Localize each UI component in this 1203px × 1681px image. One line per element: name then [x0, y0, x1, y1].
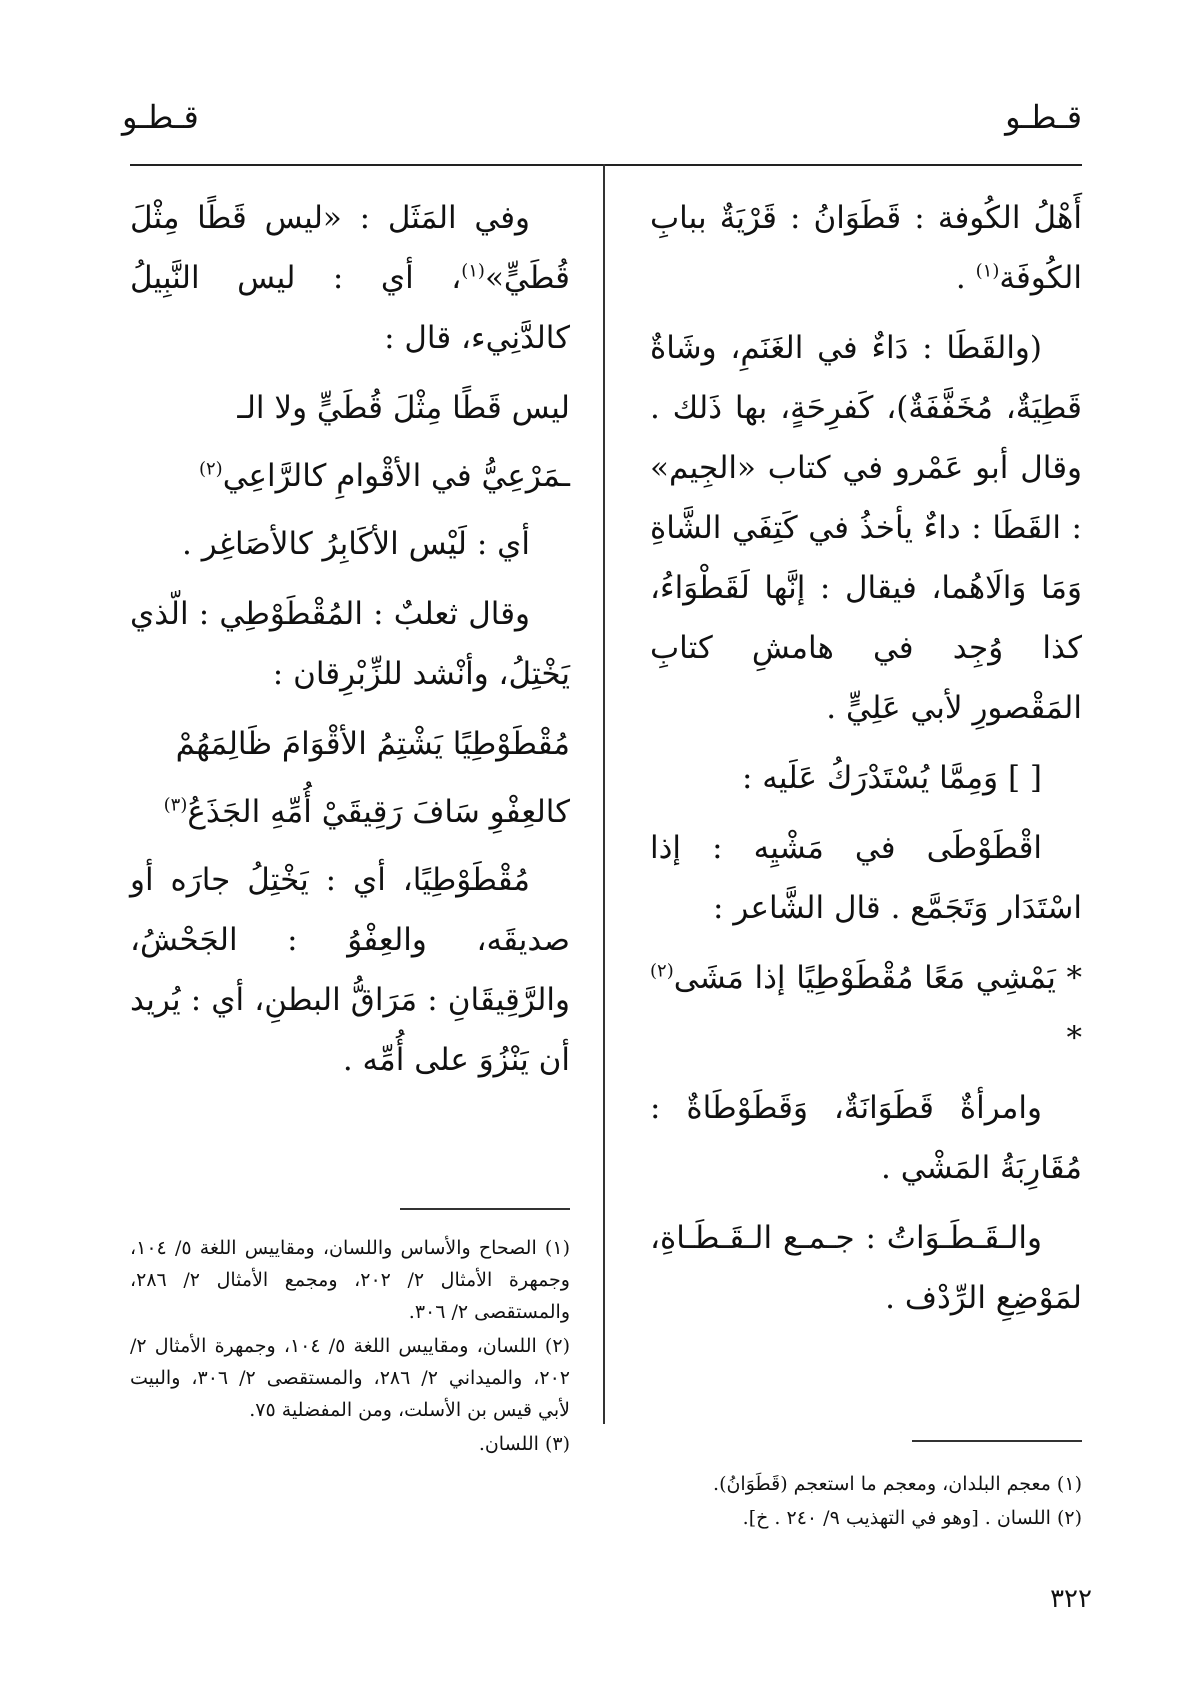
footnote-rule: [400, 1208, 570, 1210]
paragraph: والـقَـطَـوَاتُ : جـمـع الـقَـطَـاةِ، لمَوْضِعِ الرِّدْف .: [650, 1220, 1082, 1316]
footnote: (١) الصحاح والأساس واللسان، ومقاييس اللغة ٥/ ١٠٤، وجمهرة الأمثال ٢/ ٢٠٢، ومجمع الأمثال ٢/ ٢٨٦، والمستقصى ٢/ ٣٠٦.: [130, 1237, 570, 1323]
paragraph-text: .: [955, 260, 976, 296]
column-divider: [603, 164, 605, 1424]
verse-text: * يَمْشِي مَعًا مُقْطَوْطِيًا إذا مَشَى: [673, 960, 1082, 996]
footnote-ref: (٣): [163, 794, 188, 816]
paragraph: (والقَطَا : دَاءٌ في الغَنَمِ، وشَاةٌ قَطِيَةٌ، مُخَفَّفَةٌ)، كَفرِحَةٍ، بها ذَلك . وقال أبو عَمْرو في كتاب «الجِيم» : القَطَا : داءٌ يأخذُ في كَتِفَي الشَّاةِ وَمَا وَالَاهُما، فيقال : إنَّها لَقَطْوَاءُ، كذا وُجِد في هامشِ كتابِ المَقْصورِ لأبي عَلِيٍّ .: [650, 330, 1082, 726]
right-column: [650, 188, 1082, 1338]
paragraph: مُقْطَوْطِيًا، أي : يَخْتِلُ جارَه أو صديقَه، والعِفْوُ : الجَحْشُ، والرَّقِيقَانِ : مَرَاقُّ البطنِ، أي : يُريد أن يَنْزُوَ على أُمِّه .: [130, 862, 570, 1078]
paragraph-text: ، أي : ليس النَّبِيلُ كالدَّنِيء، قال :: [130, 260, 570, 356]
paragraph-text: أَهْلُ الكُوفة : قَطَوَانُ : قَرْيَةٌ ببابِ الكُوفَة: [650, 200, 1082, 296]
paragraph: وامرأةٌ قَطَوَانَةٌ، وَقَطَوْطَاةٌ : مُقَارِبَةُ المَشْي .: [650, 1090, 1082, 1186]
header-left-word: قـطـو: [122, 98, 199, 136]
footnote: (٢) اللسان . [وهو في التهذيب ٩/ ٢٤٠ . خ].: [742, 1507, 1082, 1529]
header-right-word: قـطـو: [1005, 98, 1082, 136]
footnote-ref: (١): [975, 260, 1000, 282]
verse-line: [130, 782, 570, 842]
verse-line: مُقْطَوْطِيًا يَشْتِمُ الأقْوَامَ ظَالِمَهُمْ: [175, 726, 570, 762]
paragraph: [130, 188, 570, 368]
footnote-ref: (١): [461, 260, 485, 282]
paragraph: اقْطَوْطَى في مَشْيِه : إذا اسْتَدَار وَتَجَمَّع . قال الشَّاعر :: [650, 830, 1082, 926]
left-footnotes: [130, 1232, 570, 1462]
paragraph: وقال ثعلبٌ : المُقْطَوْطِي : الّذي يَخْتِلُ، وأنْشد للزِّبْرِقان :: [130, 596, 570, 692]
header-rule: [130, 164, 1082, 166]
running-header: [122, 92, 1082, 142]
verse-text: *: [1066, 1020, 1082, 1056]
verse-line: [650, 948, 1082, 1068]
footnote-rule: [912, 1440, 1082, 1442]
verse-line: [130, 446, 570, 506]
left-column: [130, 188, 570, 1100]
paragraph: [650, 188, 1082, 308]
footnote: (٣) اللسان.: [478, 1433, 570, 1455]
footnote: (٢) اللسان، ومقاييس اللغة ٥/ ١٠٤، وجمهرة الأمثال ٢/ ٢٠٢، والميداني ٢/ ٢٨٦، والمستقصى ٢/ ٣٠٦، والبيت لأبي قيس بن الأسلت، ومن المفضلية ٧٥.: [130, 1335, 570, 1421]
right-footnotes: [650, 1468, 1082, 1536]
paragraph: [ ] وَمِمَّا يُسْتَدْرَكُ عَلَيه :: [741, 760, 1042, 796]
verse-text: ـمَرْعِيُّ في الأقْوامِ كالرَّاعِي: [222, 458, 570, 494]
footnote: (١) معجم البلدان، ومعجم ما استعجم (قَطَوَانُ).: [713, 1473, 1082, 1495]
paragraph-text: وفي المَثَل : «ليس قَطًا مِثْلَ قُطَيٍّ»: [130, 200, 570, 296]
verse-text: كالعِفْوِ سَافَ رَقِيقَيْ أُمِّهِ الجَذَعُ: [187, 794, 570, 830]
verse-line: ليس قَطًا مِثْلَ قُطَيٍّ ولا الـ: [237, 390, 570, 426]
paragraph: أي : لَيْس الأكَابِرُ كالأصَاغِر .: [182, 526, 530, 562]
page-number: ٣٢٢: [1050, 1584, 1092, 1614]
footnote-ref: (٢): [650, 960, 674, 982]
footnote-ref: (٢): [198, 458, 223, 480]
